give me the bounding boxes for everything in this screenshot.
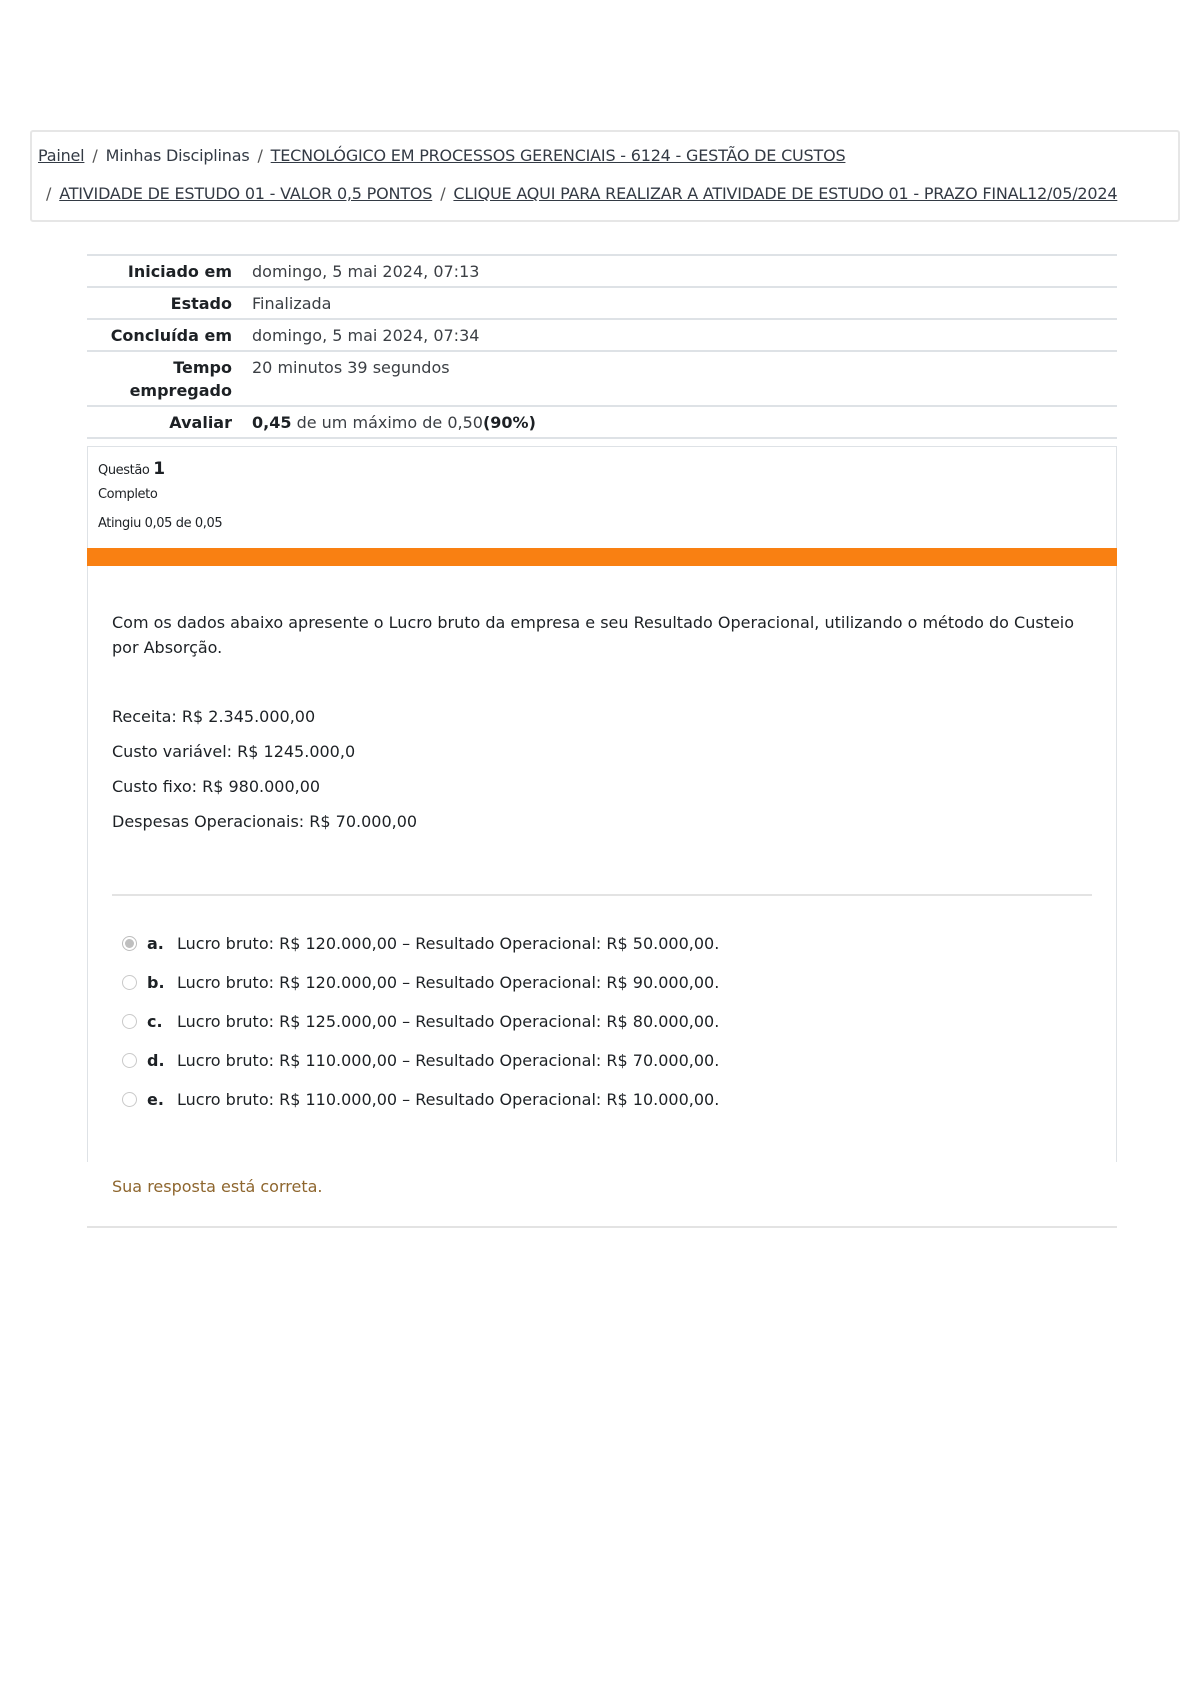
breadcrumb-separator: / [440,184,446,203]
answer-letter: b. [147,973,165,992]
breadcrumb-line-1 [38,146,845,165]
summary-label: Avaliar [169,413,232,432]
answer-option-c[interactable] [122,1002,719,1041]
radio-icon[interactable] [122,1092,137,1107]
grade-score: 0,45 [252,413,292,432]
breadcrumb-separator: / [257,146,263,165]
breadcrumb-line-2 [46,184,1117,203]
answer-letter: c. [147,1012,163,1031]
grade-percent: (90%) [482,413,536,432]
question-grade: Atingiu 0,05 de 0,05 [98,516,223,531]
breadcrumb-quiz-link[interactable]: CLIQUE AQUI PARA REALIZAR A ATIVIDADE DE ESTUDO 01 - PRAZO FINAL12/05/2024 [453,184,1118,203]
summary-value: 20 minutos 39 segundos [252,358,450,377]
answer-option-e[interactable] [122,1080,719,1119]
question-state: Completo [98,487,158,502]
summary-value: domingo, 5 mai 2024, 07:13 [252,262,480,281]
summary-row-time [87,350,1117,405]
question-text: Com os dados abaixo apresente o Lucro bruto da empresa e seu Resultado Operacional, utilizando o método do Custeio por Absorção. [112,613,1075,657]
answer-text: Lucro bruto: R$ 110.000,00 – Resultado Operacional: R$ 10.000,00. [177,1090,720,1109]
answer-text: Lucro bruto: R$ 125.000,00 – Resultado Operacional: R$ 80.000,00. [177,1012,720,1031]
answer-option-b[interactable] [122,963,719,1002]
radio-selected-icon[interactable] [122,936,137,951]
answer-option-a[interactable] [122,924,719,963]
summary-label-part: Tempo [173,358,232,377]
summary-value: Finalizada [252,294,332,313]
summary-value [252,411,1117,434]
radio-icon[interactable] [122,975,137,990]
summary-label [87,356,252,402]
question-accent-bar [87,548,1117,566]
answer-feedback: Sua resposta está correta. [112,1177,323,1196]
question-number-value: 1 [153,459,165,479]
summary-row-state [87,286,1117,318]
breadcrumb [30,130,1180,222]
answer-letter: e. [147,1090,164,1109]
divider [87,1226,1117,1228]
summary-label-part: empregado [129,381,232,400]
question-data-item: Custo variável: R$ 1245.000,0 [112,742,356,761]
answer-text: Lucro bruto: R$ 120.000,00 – Resultado Operacional: R$ 90.000,00. [177,973,720,992]
summary-label: Iniciado em [127,262,232,281]
answer-options [122,924,719,1119]
summary-label: Estado [170,294,232,313]
attempt-summary-table [87,254,1117,439]
grade-max: de um máximo de 0,50 [296,413,483,432]
radio-icon[interactable] [122,1014,137,1029]
question-data-list [112,704,417,844]
divider [112,894,1092,896]
question-data-item: Despesas Operacionais: R$ 70.000,00 [112,812,418,831]
radio-icon[interactable] [122,1053,137,1068]
question-label: Questão [98,463,150,478]
question-info [87,446,1117,548]
summary-label: Concluída em [110,326,232,345]
answer-letter: d. [147,1051,165,1070]
answer-text: Lucro bruto: R$ 110.000,00 – Resultado Operacional: R$ 70.000,00. [177,1051,720,1070]
breadcrumb-minhas-disciplinas: Minhas Disciplinas [105,146,250,165]
summary-row-completed [87,318,1117,350]
breadcrumb-course-link[interactable]: TECNOLÓGICO EM PROCESSOS GERENCIAIS - 6124 - GESTÃO DE CUSTOS [270,146,846,165]
breadcrumb-painel-link[interactable]: Painel [38,146,85,165]
summary-row-started [87,254,1117,286]
summary-value: domingo, 5 mai 2024, 07:34 [252,326,480,345]
breadcrumb-activity-link[interactable]: ATIVIDADE DE ESTUDO 01 - VALOR 0,5 PONTOS [59,184,433,203]
answer-letter: a. [147,934,164,953]
summary-row-grade [87,405,1117,439]
breadcrumb-separator: / [46,184,52,203]
question-number [98,459,1106,479]
answer-option-d[interactable] [122,1041,719,1080]
breadcrumb-separator: / [92,146,98,165]
question-content [87,566,1117,1162]
answer-text: Lucro bruto: R$ 120.000,00 – Resultado Operacional: R$ 50.000,00. [177,934,720,953]
question-data-item: Receita: R$ 2.345.000,00 [112,707,316,726]
question-data-item: Custo fixo: R$ 980.000,00 [112,777,321,796]
